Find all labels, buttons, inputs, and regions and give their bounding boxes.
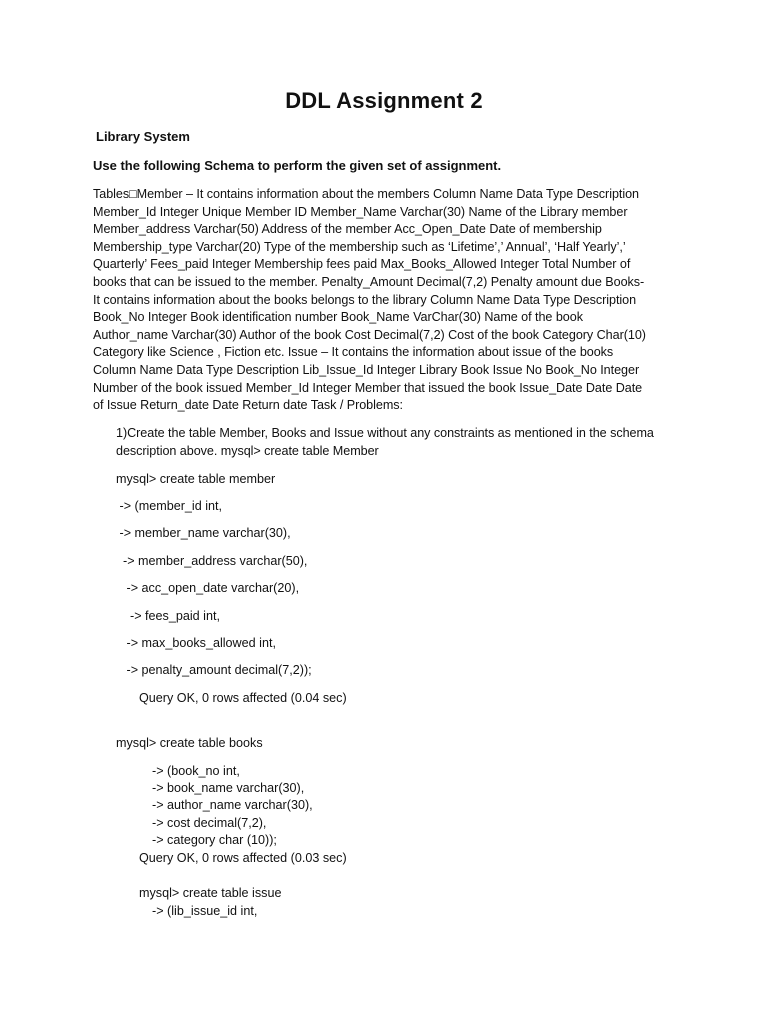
subtitle: Library System [96,129,190,144]
description-line: of Issue Return_date Date Return date Task / Problems: [93,398,403,413]
code-line: -> (book_no int, [152,764,240,778]
query-result: Query OK, 0 rows affected (0.03 sec) [139,851,347,865]
description-line: Tables□Member – It contains information about the members Column Name Data Type Description [93,187,640,201]
description-line: Category like Science , Fiction etc. Issue – It contains the information about issue of the books [93,345,614,360]
code-line: -> member_name varchar(30), [116,526,291,540]
task-description [116,425,686,460]
description-line: Column Name Data Type Description Lib_Issue_Id Integer Library Book Issue No Book_No Integer [93,362,640,377]
code-line: -> fees_paid int, [116,609,220,623]
task-line: 1)Create the table Member, Books and Issue without any constraints as mentioned in the schema [116,426,654,440]
code-line: -> (lib_issue_id int, [152,904,258,918]
code-line: -> (member_id int, [116,499,223,513]
code-line: -> acc_open_date varchar(20), [116,581,300,595]
description-line: Book_No Integer Book identification number Book_Name VarChar(30) Name of the book [93,310,583,325]
description-line: Author_name Varchar(30) Author of the book Cost Decimal(7,2) Cost of the book Category Char(10) [93,327,646,342]
description-line: It contains information about the books belongs to the library Column Name Data Type Description [93,292,637,307]
page-title: DDL Assignment 2 [285,88,483,113]
code-line: -> penalty_amount decimal(7,2)); [116,663,312,677]
description-line: Number of the book issued Member_Id Integer Member that issued the book Issue_Date Date Date [93,380,643,395]
code-line: -> category char (10)); [152,833,277,847]
description-line: Quarterly’ Fees_paid Integer Membership fees paid Max_Books_Allowed Integer Total Number of [93,257,631,272]
code-line: -> cost decimal(7,2), [152,816,267,830]
code-line: -> max_books_allowed int, [116,636,276,650]
query-result: Query OK, 0 rows affected (0.04 sec) [139,691,347,705]
instruction: Use the following Schema to perform the given set of assignment. [93,158,502,173]
code-line: -> member_address varchar(50), [116,554,308,568]
description-line: Membership_type Varchar(20) Type of the membership such as ‘Lifetime’,’ Annual’, ‘Half Yearly’,’ [93,239,626,254]
description-line: Member_Id Integer Unique Member ID Member_Name Varchar(30) Name of the Library member [93,204,628,219]
code-line: -> author_name varchar(30), [152,798,313,812]
code-line: mysql> create table books [116,736,263,750]
code-line: -> book_name varchar(30), [152,781,305,795]
schema-description [93,186,671,415]
description-line: books that can be issued to the member. Penalty_Amount Decimal(7,2) Penalty amount due Books- [93,274,645,289]
code-line: mysql> create table member [116,472,276,486]
code-line: mysql> create table issue [139,886,282,900]
description-line: Member_address Varchar(50) Address of the member Acc_Open_Date Date of membership [93,222,602,237]
task-line: description above. mysql> create table Member [116,443,379,458]
